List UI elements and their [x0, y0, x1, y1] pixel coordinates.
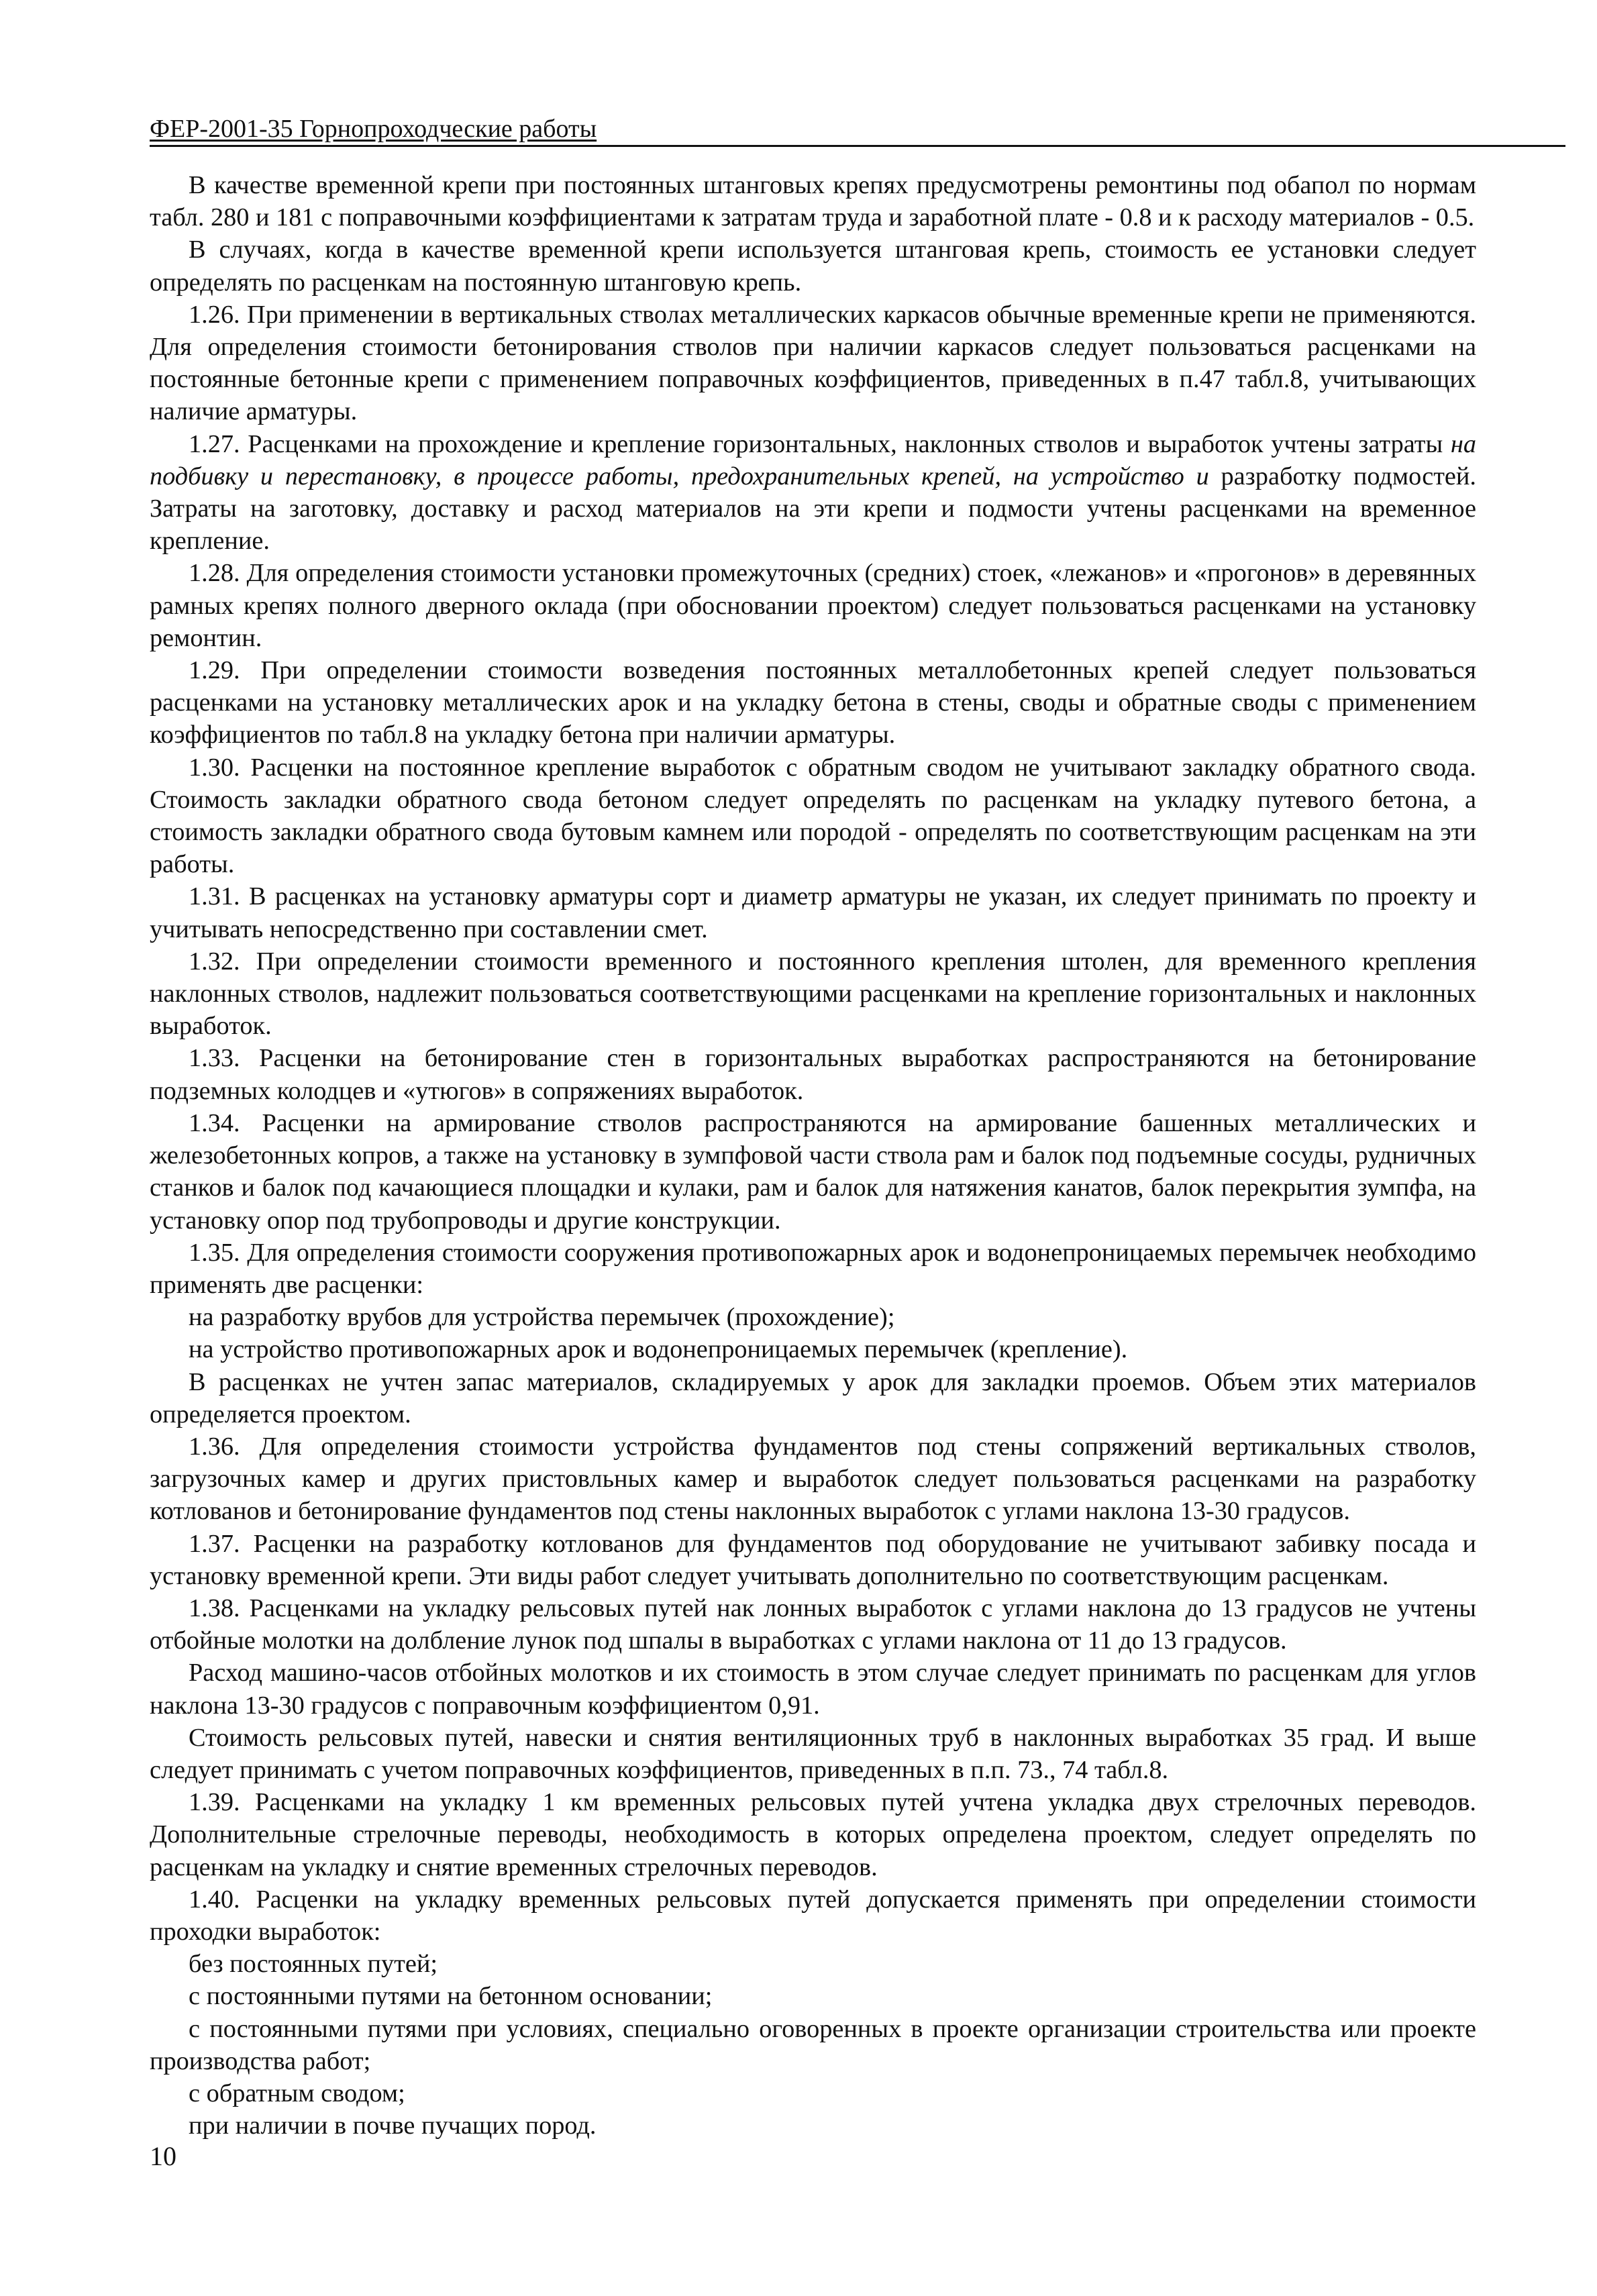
paragraph: Расход машино-часов отбойных молотков и их стоимость в этом случае следует принимать по расценкам для углов наклона 13-30 градусов с поправочным коэффициентом 0,91.	[150, 1659, 1476, 1720]
paragraph: 1.36. Для определения стоимости устройства фундаментов под стены сопряжений вертикальных стволов, загрузочных камер и других пристовльных камер и выработок следует пользоваться расценками на разработку котлованов и бетонирование фундаментов под стены наклонных выработок с углами наклона 13-30 градусов.	[150, 1432, 1476, 1526]
paragraph-text: 1.27. Расценками на прохождение и крепление горизонтальных, наклонных стволов и выработок учтены затраты	[189, 429, 1451, 458]
paragraph: В качестве временной крепи при постоянных штанговых крепях предусмотрены ремонтины под обапол по нормам табл. 280 и 181 с поправочными коэффициентами к затратам труда и заработной плате - 0.8 и к расходу материалов - 0.5.	[150, 171, 1476, 232]
document-title: ФЕР-2001-35 Горнопроходческие работы	[150, 115, 597, 143]
paragraph: 1.35. Для определения стоимости сооружения противопожарных арок и водонепроницаемых перемычек необходимо применять две расценки:	[150, 1238, 1476, 1299]
paragraph: 1.40. Расценки на укладку временных рельсовых путей допускается применять при определении стоимости проходки выработок:	[150, 1885, 1476, 1946]
running-header	[150, 113, 1565, 147]
list-item: на устройство противопожарных арок и водонепроницаемых перемычек (крепление).	[189, 1335, 1128, 1364]
paragraph: 1.26. При применении в вертикальных стволах металлических каркасов обычные временные крепи не применяются. Для определения стоимости бетонирования стволов при наличии каркасов следует пользоваться расценками на постоянные бетонные крепи с применением поправочных коэффициентов, приведенных в п.47 табл.8, учитывающих наличие арматуры.	[150, 300, 1476, 426]
list-item: с обратным сводом;	[189, 2079, 405, 2107]
body-text	[150, 169, 1476, 2142]
paragraph: 1.39. Расценками на укладку 1 км временных рельсовых путей учтена укладка двух стрелочных переводов. Дополнительные стрелочные переводы, необходимость в которых определена проектом, следует определять по расценкам на укладку и снятие временных стрелочных переводов.	[150, 1788, 1476, 1881]
page-number: 10	[150, 2141, 176, 2171]
paragraph: 1.30. Расценки на постоянное крепление выработок с обратным сводом не учитывают закладку обратного свода. Стоимость закладки обратного свода бетоном следует определять по расценкам на укладку путевого бетона, а стоимость закладки обратного свода бутовым камнем или породой - определять по соответствующим расценкам на эти работы.	[150, 753, 1476, 879]
paragraph: 1.28. Для определения стоимости установки промежуточных (средних) стоек, «лежанов» и «прогонов» в деревянных рамных крепях полного дверного оклада (при обосновании проектом) следует пользоваться расценками на установку ремонтин.	[150, 559, 1476, 652]
paragraph: 1.33. Расценки на бетонирование стен в горизонтальных выработках распространяются на бетонирование подземных колодцев и «утюгов» в сопряжениях выработок.	[150, 1044, 1476, 1105]
paragraph: Стоимость рельсовых путей, навески и снятия вентиляционных труб в наклонных выработках 35 град. И выше следует принимать с учетом поправочных коэффициентов, приведенных в п.п. 73., 74 табл.8.	[150, 1723, 1476, 1784]
paragraph: 1.38. Расценками на укладку рельсовых путей нак лонных выработок с углами наклона до 13 градусов не учтены отбойные молотки на долбление лунок под шпалы в выработках с углами наклона от 11 до 13 градусов.	[150, 1594, 1476, 1655]
list-item: с постоянными путями при условиях, специально оговоренных в проекте организации строительства или проекте производства работ;	[150, 2014, 1476, 2075]
paragraph-text: разработку подмостей. Затраты на заготовку, доставку и расход материалов на эти крепи и подмости учтены расценками на временное крепление.	[150, 462, 1476, 556]
paragraph: 1.31. В расценках на установку арматуры сорт и диаметр арматуры не указан, их следует принимать по проекту и учитывать непосредственно при составлении смет.	[150, 882, 1476, 943]
paragraph-italic-text: на подбивку и перестановку, в процессе работы, предохранительных крепей, на устройство и	[150, 429, 1476, 490]
paragraph: В расценках не учтен запас материалов, складируемых у арок для закладки проемов. Объем этих материалов определяется проектом.	[150, 1367, 1476, 1428]
paragraph	[150, 428, 1476, 558]
list-item: при наличии в почве пучащих пород.	[189, 2111, 597, 2140]
paragraph: В случаях, когда в качестве временной крепи используется штанговая крепь, стоимость ее установки следует определять по расценкам на постоянную штанговую крепь.	[150, 236, 1476, 297]
paragraph: 1.32. При определении стоимости временного и постоянного крепления штолен, для временного крепления наклонных стволов, надлежит пользоваться соответствующими расценками на крепление горизонтальных и наклонных выработок.	[150, 947, 1476, 1041]
list-item: на разработку врубов для устройства перемычек (прохождение);	[189, 1303, 895, 1332]
paragraph: 1.34. Расценки на армирование стволов распространяются на армирование башенных металлических и железобетонных копров, а также на установку в зумпфовой части ствола рам и балок под подъемные сосуды, рудничных станков и балок под качающиеся площадки и кулаки, рам и балок для натяжения канатов, балок перекрытия зумпфа, на установку опор под трубопроводы и другие конструкции.	[150, 1108, 1476, 1235]
list-item: с постоянными путями на бетонном основании;	[189, 1982, 713, 2011]
paragraph: 1.37. Расценки на разработку котлованов для фундаментов под оборудование не учитывают забивку посада и установку временной крепи. Эти виды работ следует учитывать дополнительно по соответствующим расценкам.	[150, 1529, 1476, 1590]
list-item: без постоянных путей;	[189, 1950, 437, 1979]
paragraph: 1.29. При определении стоимости возведения постоянных металлобетонных крепей следует пользоваться расценками на установку металлических арок и на укладку бетона в стены, своды и обратные своды с применением коэффициентов по табл.8 на укладку бетона при наличии арматуры.	[150, 656, 1476, 749]
